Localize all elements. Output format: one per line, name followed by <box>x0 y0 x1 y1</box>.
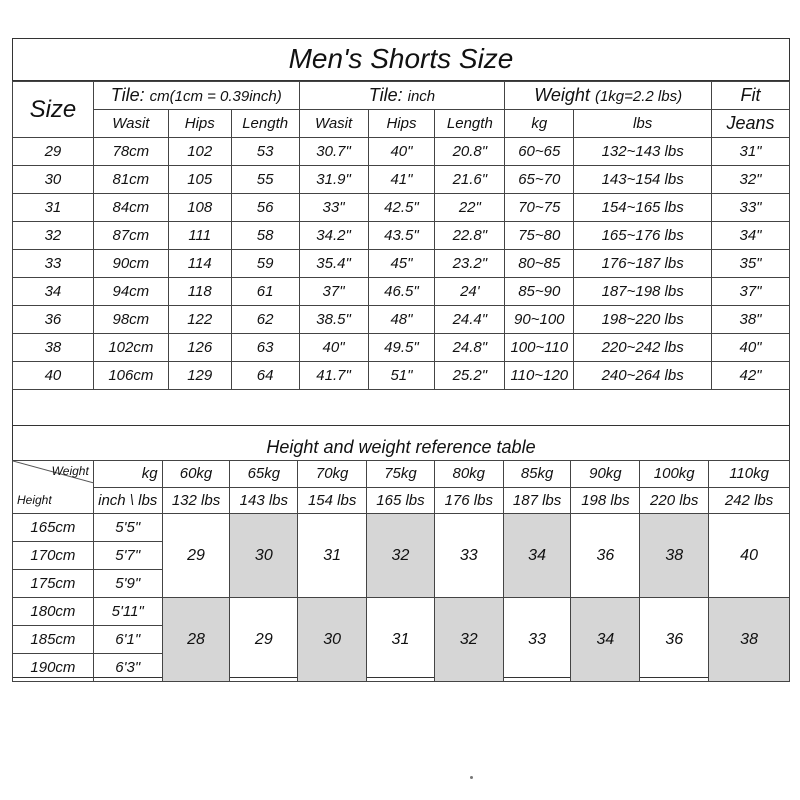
size-cell: 21.6" <box>435 166 505 194</box>
corner-height-label: Height <box>17 493 52 507</box>
size-cell: 90~100 <box>505 306 574 334</box>
size-cell: 143~154 lbs <box>574 166 712 194</box>
size-cell: 132~143 lbs <box>574 138 712 166</box>
size-cell: 80~85 <box>505 250 574 278</box>
lbs-header-cell: 143 lbs <box>230 487 298 514</box>
size-row <box>13 362 790 390</box>
lbs-header-cell: 165 lbs <box>367 487 435 514</box>
size-cell: 56 <box>231 194 299 222</box>
size-cell: 114 <box>168 250 231 278</box>
size-cell: 87cm <box>93 222 168 250</box>
size-cell: 36 <box>13 306 94 334</box>
tile-cm-unit: cm(1cm = 0.39inch) <box>149 88 282 105</box>
size-cell: 29 <box>13 138 94 166</box>
size-cell: 51" <box>368 362 435 390</box>
lbs-header-cell: 187 lbs <box>503 487 571 514</box>
size-cell: 176~187 lbs <box>574 250 712 278</box>
kg-header-cell: 85kg <box>503 461 571 488</box>
size-cell: 38" <box>712 306 790 334</box>
height-ft-cell: 5'7" <box>93 542 162 570</box>
weight-height-corner <box>13 461 94 514</box>
size-cell: 111 <box>168 222 231 250</box>
stray-dot <box>470 776 473 779</box>
tile-cm-header <box>93 82 299 110</box>
size-cell: 240~264 lbs <box>574 362 712 390</box>
size-cell: 122 <box>168 306 231 334</box>
size-cell: 37" <box>712 278 790 306</box>
size-cell: 220~242 lbs <box>574 334 712 362</box>
height-cm-cell: 170cm <box>13 542 94 570</box>
size-row <box>13 278 790 306</box>
size-cell: 75~80 <box>505 222 574 250</box>
unit-kg-label: kg <box>93 461 162 488</box>
size-cell: 154~165 lbs <box>574 194 712 222</box>
size-cell: 94cm <box>93 278 168 306</box>
size-cell: 126 <box>168 334 231 362</box>
size-cell: 85~90 <box>505 278 574 306</box>
lbs-header-cell: 220 lbs <box>640 487 709 514</box>
size-cell: 24.4" <box>435 306 505 334</box>
height-ft-cell: 6'1" <box>93 626 162 654</box>
size-cell: 48" <box>368 306 435 334</box>
size-result-cell: 36 <box>571 514 640 598</box>
size-result-cell: 31 <box>298 514 367 598</box>
size-cell: 40" <box>299 334 368 362</box>
kg-header-cell: 75kg <box>367 461 435 488</box>
size-result-cell: 30 <box>230 514 298 598</box>
size-cell: 33" <box>299 194 368 222</box>
size-result-cell: 33 <box>434 514 503 598</box>
tile-inch-header <box>299 82 505 110</box>
lbs-header-cell: 132 lbs <box>162 487 230 514</box>
size-result-cell: 31 <box>367 598 435 682</box>
size-result-cell: 29 <box>230 598 298 682</box>
chart-title: Men's Shorts Size <box>12 38 790 81</box>
size-result-cell: 32 <box>434 598 503 682</box>
size-cell: 187~198 lbs <box>574 278 712 306</box>
unit-inch-lbs-label: inch \ lbs <box>93 487 162 514</box>
size-cell: 65~70 <box>505 166 574 194</box>
size-cell: 41.7" <box>299 362 368 390</box>
size-cell: 61 <box>231 278 299 306</box>
size-result-cell: 33 <box>503 598 571 682</box>
size-result-cell: 38 <box>640 514 709 598</box>
section-spacer <box>12 390 790 426</box>
height-ft-cell: 6'3" <box>93 654 162 682</box>
height-cm-cell: 190cm <box>13 654 94 682</box>
reference-table-body <box>13 461 790 682</box>
size-cell: 49.5" <box>368 334 435 362</box>
size-cell: 31" <box>712 138 790 166</box>
size-cell: 24.8" <box>435 334 505 362</box>
kg-header-cell: 100kg <box>640 461 709 488</box>
weight-label: Weight <box>534 85 590 105</box>
size-row <box>13 334 790 362</box>
size-result-cell: 40 <box>709 514 790 598</box>
sub-header-cell: lbs <box>574 110 712 138</box>
size-cell: 20.8" <box>435 138 505 166</box>
height-cm-cell: 175cm <box>13 570 94 598</box>
height-ft-cell: 5'9" <box>93 570 162 598</box>
size-result-cell: 32 <box>367 514 435 598</box>
size-cell: 31 <box>13 194 94 222</box>
size-cell: 31.9" <box>299 166 368 194</box>
size-table-body <box>13 138 790 390</box>
size-cell: 63 <box>231 334 299 362</box>
size-cell: 37" <box>299 278 368 306</box>
height-cm-cell: 185cm <box>13 626 94 654</box>
sub-header-cell: Hips <box>168 110 231 138</box>
size-cell: 23.2" <box>435 250 505 278</box>
size-cell: 41" <box>368 166 435 194</box>
sub-header-cell: Length <box>435 110 505 138</box>
tile-cm-label: Tile: <box>110 85 145 105</box>
size-cell: 110~120 <box>505 362 574 390</box>
lbs-header-cell: 242 lbs <box>709 487 790 514</box>
tile-inch-label: Tile: <box>368 85 403 105</box>
lbs-header-cell: 154 lbs <box>298 487 367 514</box>
size-cell: 22.8" <box>435 222 505 250</box>
height-cm-cell: 180cm <box>13 598 94 626</box>
kg-header-cell: 90kg <box>571 461 640 488</box>
size-cell: 165~176 lbs <box>574 222 712 250</box>
size-cell: 32 <box>13 222 94 250</box>
lbs-header-cell: 198 lbs <box>571 487 640 514</box>
size-cell: 106cm <box>93 362 168 390</box>
size-cell: 55 <box>231 166 299 194</box>
size-cell: 84cm <box>93 194 168 222</box>
size-cell: 64 <box>231 362 299 390</box>
weight-unit: (1kg=2.2 lbs) <box>594 88 683 105</box>
size-result-cell: 30 <box>298 598 367 682</box>
weight-header <box>505 82 712 110</box>
size-cell: 198~220 lbs <box>574 306 712 334</box>
size-result-cell: 34 <box>503 514 571 598</box>
sub-header-cell: Wasit <box>299 110 368 138</box>
size-cell: 33 <box>13 250 94 278</box>
size-cell: 42.5" <box>368 194 435 222</box>
size-row <box>13 222 790 250</box>
size-cell: 62 <box>231 306 299 334</box>
size-result-cell: 29 <box>162 514 230 598</box>
size-cell: 78cm <box>93 138 168 166</box>
size-cell: 35" <box>712 250 790 278</box>
size-cell: 33" <box>712 194 790 222</box>
reference-table-title: Height and weight reference table <box>266 437 536 457</box>
size-cell: 25.2" <box>435 362 505 390</box>
ref-height-row <box>13 598 790 626</box>
size-cell: 42" <box>712 362 790 390</box>
sub-header-cell: Length <box>231 110 299 138</box>
size-result-cell: 34 <box>571 598 640 682</box>
size-row <box>13 166 790 194</box>
size-cell: 34 <box>13 278 94 306</box>
lbs-header-cell: 176 lbs <box>434 487 503 514</box>
size-cell: 108 <box>168 194 231 222</box>
size-cell: 34.2" <box>299 222 368 250</box>
ref-height-row <box>13 514 790 542</box>
size-cell: 40" <box>712 334 790 362</box>
fit-header: Fit <box>712 82 790 110</box>
size-result-cell: 38 <box>709 598 790 682</box>
fit-sub-header: Jeans <box>712 110 790 138</box>
height-cm-cell: 165cm <box>13 514 94 542</box>
size-cell: 22" <box>435 194 505 222</box>
kg-header-cell: 65kg <box>230 461 298 488</box>
sub-header-cell: kg <box>505 110 574 138</box>
size-cell: 100~110 <box>505 334 574 362</box>
size-row <box>13 250 790 278</box>
size-cell: 98cm <box>93 306 168 334</box>
size-cell: 81cm <box>93 166 168 194</box>
size-row <box>13 194 790 222</box>
size-cell: 129 <box>168 362 231 390</box>
size-cell: 45" <box>368 250 435 278</box>
size-cell: 59 <box>231 250 299 278</box>
sub-header-cell: Hips <box>368 110 435 138</box>
size-cell: 24' <box>435 278 505 306</box>
size-cell: 102cm <box>93 334 168 362</box>
size-cell: 30 <box>13 166 94 194</box>
size-subheader-row <box>13 110 790 138</box>
tile-inch-unit: inch <box>407 88 436 105</box>
kg-header-cell: 60kg <box>162 461 230 488</box>
size-cell: 102 <box>168 138 231 166</box>
size-cell: 40 <box>13 362 94 390</box>
size-cell: 30.7" <box>299 138 368 166</box>
kg-header-cell: 110kg <box>709 461 790 488</box>
ref-kg-row <box>13 461 790 488</box>
size-cell: 43.5" <box>368 222 435 250</box>
size-cell: 40" <box>368 138 435 166</box>
kg-header-cell: 80kg <box>434 461 503 488</box>
size-cell: 32" <box>712 166 790 194</box>
size-cell: 105 <box>168 166 231 194</box>
size-cell: 70~75 <box>505 194 574 222</box>
height-ft-cell: 5'5" <box>93 514 162 542</box>
size-cell: 58 <box>231 222 299 250</box>
size-cell: 35.4" <box>299 250 368 278</box>
size-table <box>12 81 790 390</box>
size-header: Size <box>13 82 94 138</box>
size-cell: 90cm <box>93 250 168 278</box>
size-cell: 38.5" <box>299 306 368 334</box>
height-ft-cell: 5'11" <box>93 598 162 626</box>
size-cell: 34" <box>712 222 790 250</box>
size-cell: 38 <box>13 334 94 362</box>
ref-lbs-row <box>13 487 790 514</box>
size-result-cell: 36 <box>640 598 709 682</box>
size-cell: 60~65 <box>505 138 574 166</box>
reference-table <box>12 460 790 682</box>
kg-header-cell: 70kg <box>298 461 367 488</box>
size-row <box>13 138 790 166</box>
size-cell: 53 <box>231 138 299 166</box>
corner-weight-label: Weight <box>51 464 89 478</box>
sub-header-cell: Wasit <box>93 110 168 138</box>
size-cell: 118 <box>168 278 231 306</box>
size-row <box>13 306 790 334</box>
size-cell: 46.5" <box>368 278 435 306</box>
size-result-cell: 28 <box>162 598 230 682</box>
